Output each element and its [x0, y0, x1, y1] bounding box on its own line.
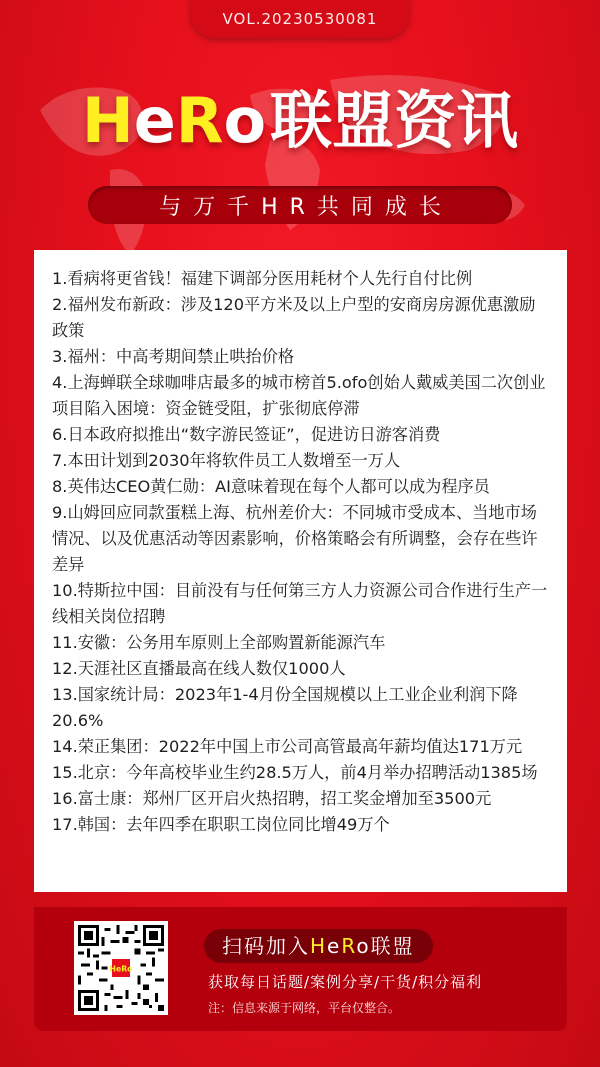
cta-brand-h: H	[310, 934, 328, 958]
page-title	[0, 82, 600, 160]
cta-brand-e: e	[327, 934, 342, 958]
news-item: 4.上海蝉联全球咖啡店最多的城市榜首5.ofo创始人戴威美国二次创业项目陷入困境：资金链受阻，扩张彻底停滞	[52, 373, 546, 418]
slogan-banner	[88, 186, 512, 224]
news-item: 13.国家统计局：2023年1-4月份全国规模以上工业企业利润下降20.6%	[52, 685, 518, 730]
title-letter-o: o	[223, 84, 267, 157]
news-item: 15.北京：今年高校毕业生约28.5万人，前4月举办招聘活动1385场	[52, 763, 538, 782]
cta-prefix: 扫码加入	[222, 934, 310, 958]
cta-suffix: 联盟	[370, 934, 415, 958]
news-item: 6.日本政府拟推出“数字游民签证”，促进访日游客消费	[52, 425, 441, 444]
source-note: 注：信息来源于网络，平台仅整合。	[208, 1001, 401, 1015]
news-item: 1.看病将更省钱！福建下调部分医用耗材个人先行自付比例	[52, 269, 473, 288]
cta-brand-r: R	[341, 934, 357, 958]
qr-logo-text: HeRo	[109, 964, 133, 974]
news-item: 3.福州：中高考期间禁止哄抬价格	[52, 347, 295, 366]
join-cta-banner	[204, 929, 433, 963]
qr-code-icon	[78, 925, 164, 1011]
news-item: 8.英伟达CEO黄仁勋：AI意味着现在每个人都可以成为程序员	[52, 477, 490, 496]
news-item: 10.特斯拉中国：目前没有与任何第三方人力资源公司合作进行生产一线相关岗位招聘	[52, 581, 548, 626]
slogan-text: 与万千HR共同成长	[159, 194, 453, 220]
news-item: 9.山姆回应同款蛋糕上海、杭州差价大：不同城市受成本、当地市场情况、以及优惠活动等因素影响，价格策略会有所调整，会存在些许差异	[52, 503, 538, 574]
news-item: 2.福州发布新政：涉及120平方米及以上户型的安商房房源优惠激励政策	[52, 295, 536, 340]
news-item: 12.天涯社区直播最高在线人数仅1000人	[52, 659, 346, 678]
qr-code[interactable]	[74, 921, 168, 1015]
volume-badge	[190, 0, 410, 38]
news-item: 17.韩国：去年四季在职职工岗位同比增49万个	[52, 815, 390, 834]
news-item: 7.本田计划到2030年将软件员工人数增至一万人	[52, 451, 401, 470]
news-item: 16.富士康：郑州厂区开启火热招聘，招工奖金增加至3500元	[52, 789, 492, 808]
title-letter-r: R	[175, 84, 224, 157]
news-list	[52, 266, 549, 838]
news-item: 14.荣正集团：2022年中国上市公司高管最高年薪均值达171万元	[52, 737, 523, 756]
title-letter-e: e	[133, 84, 176, 157]
news-item: 11.安徽：公务用车原则上全部购置新能源汽车	[52, 633, 386, 652]
title-text: 联盟资讯	[270, 84, 519, 157]
benefits-text: 获取每日话题/案例分享/干货/积分福利	[208, 973, 483, 991]
volume-label: VOL.20230530081	[222, 10, 378, 28]
join-footer	[34, 907, 567, 1031]
cta-brand-o: o	[356, 934, 371, 958]
world-map-icon	[0, 40, 600, 280]
news-panel	[34, 250, 567, 892]
title-letter-h: H	[81, 84, 134, 157]
